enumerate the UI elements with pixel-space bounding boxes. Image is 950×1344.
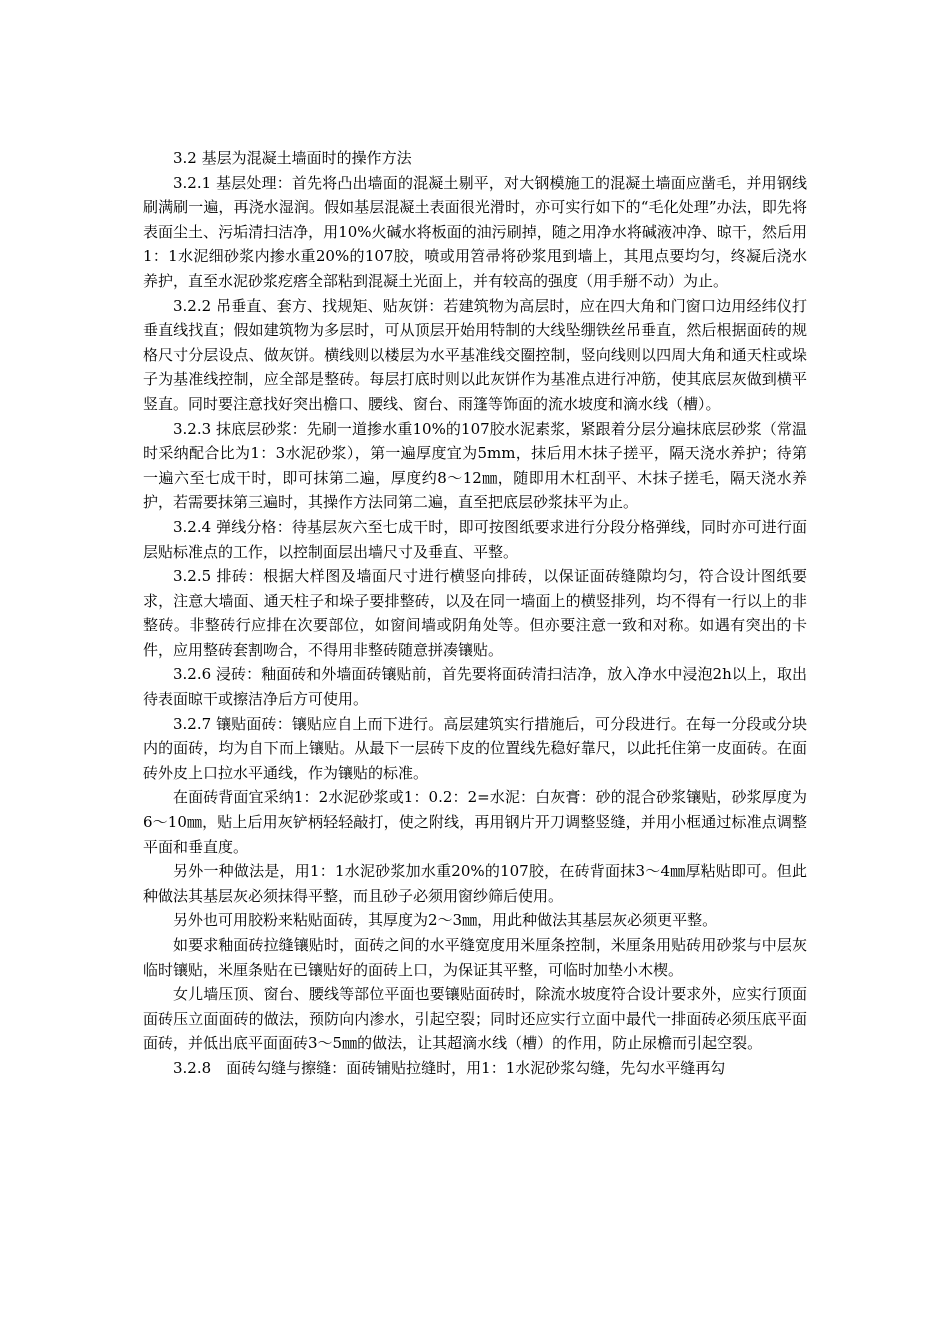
paragraph-mortar-backing: 在面砖背面宜采纳1：2水泥砂浆或1：0.2：2=水泥：白灰膏：砂的混合砂浆镶贴，砂浆厚度为6～10㎜，贴上后用灰铲柄轻轻敲打，使之附线，再用钢片开刀调整竖缝，并用小框通过标准点调整平面和垂直度。 [143, 788, 807, 856]
paragraph-parapet-tiling: 女儿墙压顶、窗台、腰线等部位平面也要镶贴面砖时，除流水坡度符合设计要求外，应实行顶面面砖压立面面砖的做法，预防向内渗水，引起空裂；同时还应实行立面中最代一排面砖必须压底平面面砖，并低出底平面面砖3～5㎜的做法，让其超滴水线（槽）的作用，防止尿檐而引起空裂。 [143, 985, 807, 1053]
paragraph-plumb-alignment: 3.2.2 吊垂直、套方、找规矩、贴灰饼：若建筑物为高层时，应在四大角和门窗口边用经纬仪打垂直线找直；假如建筑物为多层时，可从顶层开始用特制的大线坠绷铁丝吊垂直，然后根据面砖的规格尺寸分层设点、做灰饼。横线则以楼层为水平基准线交圈控制，竖向线则以四周大角和通天柱或垛子为基准线控制，应全部是整砖。每层打底时则以此灰饼作为基准点进行冲筋，使其底层灰做到横平竖直。同时要注意找好突出檐口、腰线、窗台、雨篷等饰面的流水坡度和滴水线（槽）。 [143, 296, 807, 413]
paragraph-joint-spacing: 如要求釉面砖拉缝镶贴时，面砖之间的水平缝宽度用米厘条控制，米厘条用贴砖用砂浆与中层灰临时镶贴，米厘条贴在已镶贴好的面砖上口，为保证其平整，可临时加垫小木楔。 [143, 936, 807, 979]
paragraph-line-grid: 3.2.4 弹线分格：待基层灰六至七成干时，即可按图纸要求进行分段分格弹线，同时亦可进行面层贴标准点的工作，以控制面层出墙尺寸及垂直、平整。 [143, 517, 807, 561]
paragraph-adhesive-powder: 另外也可用胶粉来粘贴面砖，其厚度为2～3㎜，用此种做法其基层灰必须更平整。 [173, 911, 718, 930]
section-heading: 3.2 基层为混凝土墙面时的操作方法 [173, 149, 412, 167]
paragraph-base-mortar: 3.2.3 抹底层砂浆：先刷一道掺水重10%的107胶水泥素浆，紧跟着分层分遍抹底层砂浆（常温时采纳配合比为1：3水泥砂浆），第一遍厚度宜为5mm，抹后用木抹子搓平，隔天浇水养护；待第一遍六至七成干时，即可抹第二遍，厚度约8～12㎜，随即用木杠刮平、木抹子搓毛，隔天浇水养护，若需要抹第三遍时，其操作方法同第二遍，直至把底层砂浆抹平为止。 [143, 419, 807, 512]
paragraph-tile-layout: 3.2.5 排砖：根据大样图及墙面尺寸进行横竖向排砖，以保证面砖缝隙均匀，符合设计图纸要求，注意大墙面、通天柱子和垛子要排整砖，以及在同一墙面上的横竖排列，均不得有一行以上的非整砖。非整砖行应排在次要部位，如窗间墙或阴角处等。但亦要注意一致和对称。如遇有突出的卡件，应用整砖套割吻合，不得用非整砖随意拼凑镶贴。 [143, 567, 807, 659]
paragraph-tile-soaking: 3.2.6 浸砖：釉面砖和外墙面砖镶贴前，首先要将面砖清扫洁净，放入净水中浸泡2h以上，取出待表面晾干或擦洁净后方可使用。 [143, 665, 807, 709]
paragraph-jointing: 3.2.8 面砖勾缝与擦缝：面砖铺贴拉缝时，用1：1水泥砂浆勾缝，先勾水平缝再勾 [173, 1058, 726, 1077]
paragraph-alternative-method: 另外一种做法是，用1：1水泥砂浆加水重20%的107胶，在砖背面抹3～4㎜厚粘贴即可。但此种做法其基层灰必须抹得平整，而且砂子必须用窗纱筛后使用。 [143, 862, 807, 905]
paragraph-tile-setting: 3.2.7 镶贴面砖：镶贴应自上而下进行。高层建筑实行措施后，可分段进行。在每一分段或分块内的面砖，均为自下而上镶贴。从最下一层砖下皮的位置线先稳好靠尺，以此托住第一皮面砖。在面砖外皮上口拉水平通线，作为镶贴的标准。 [143, 714, 807, 782]
document-page [143, 146, 807, 1081]
paragraph-base-treatment: 3.2.1 基层处理：首先将凸出墙面的混凝土剔平，对大钢模施工的混凝土墙面应凿毛，并用钢线刷满刷一遍，再浇水湿润。假如基层混凝土表面很光滑时，亦可实行如下的“毛化处理”办法，即先将表面尘土、污垢清扫洁净，用10%火碱水将板面的油污刷掉，随之用净水将碱液冲净、晾干，然后用1：1水泥细砂浆内掺水重20%的107胶，喷或用笤帚将砂浆甩到墙上，其甩点要均匀，终凝后浇水养护，直至水泥砂浆疙瘩全部粘到混凝土光面上，并有较高的强度（用手掰不动）为止。 [143, 173, 807, 290]
